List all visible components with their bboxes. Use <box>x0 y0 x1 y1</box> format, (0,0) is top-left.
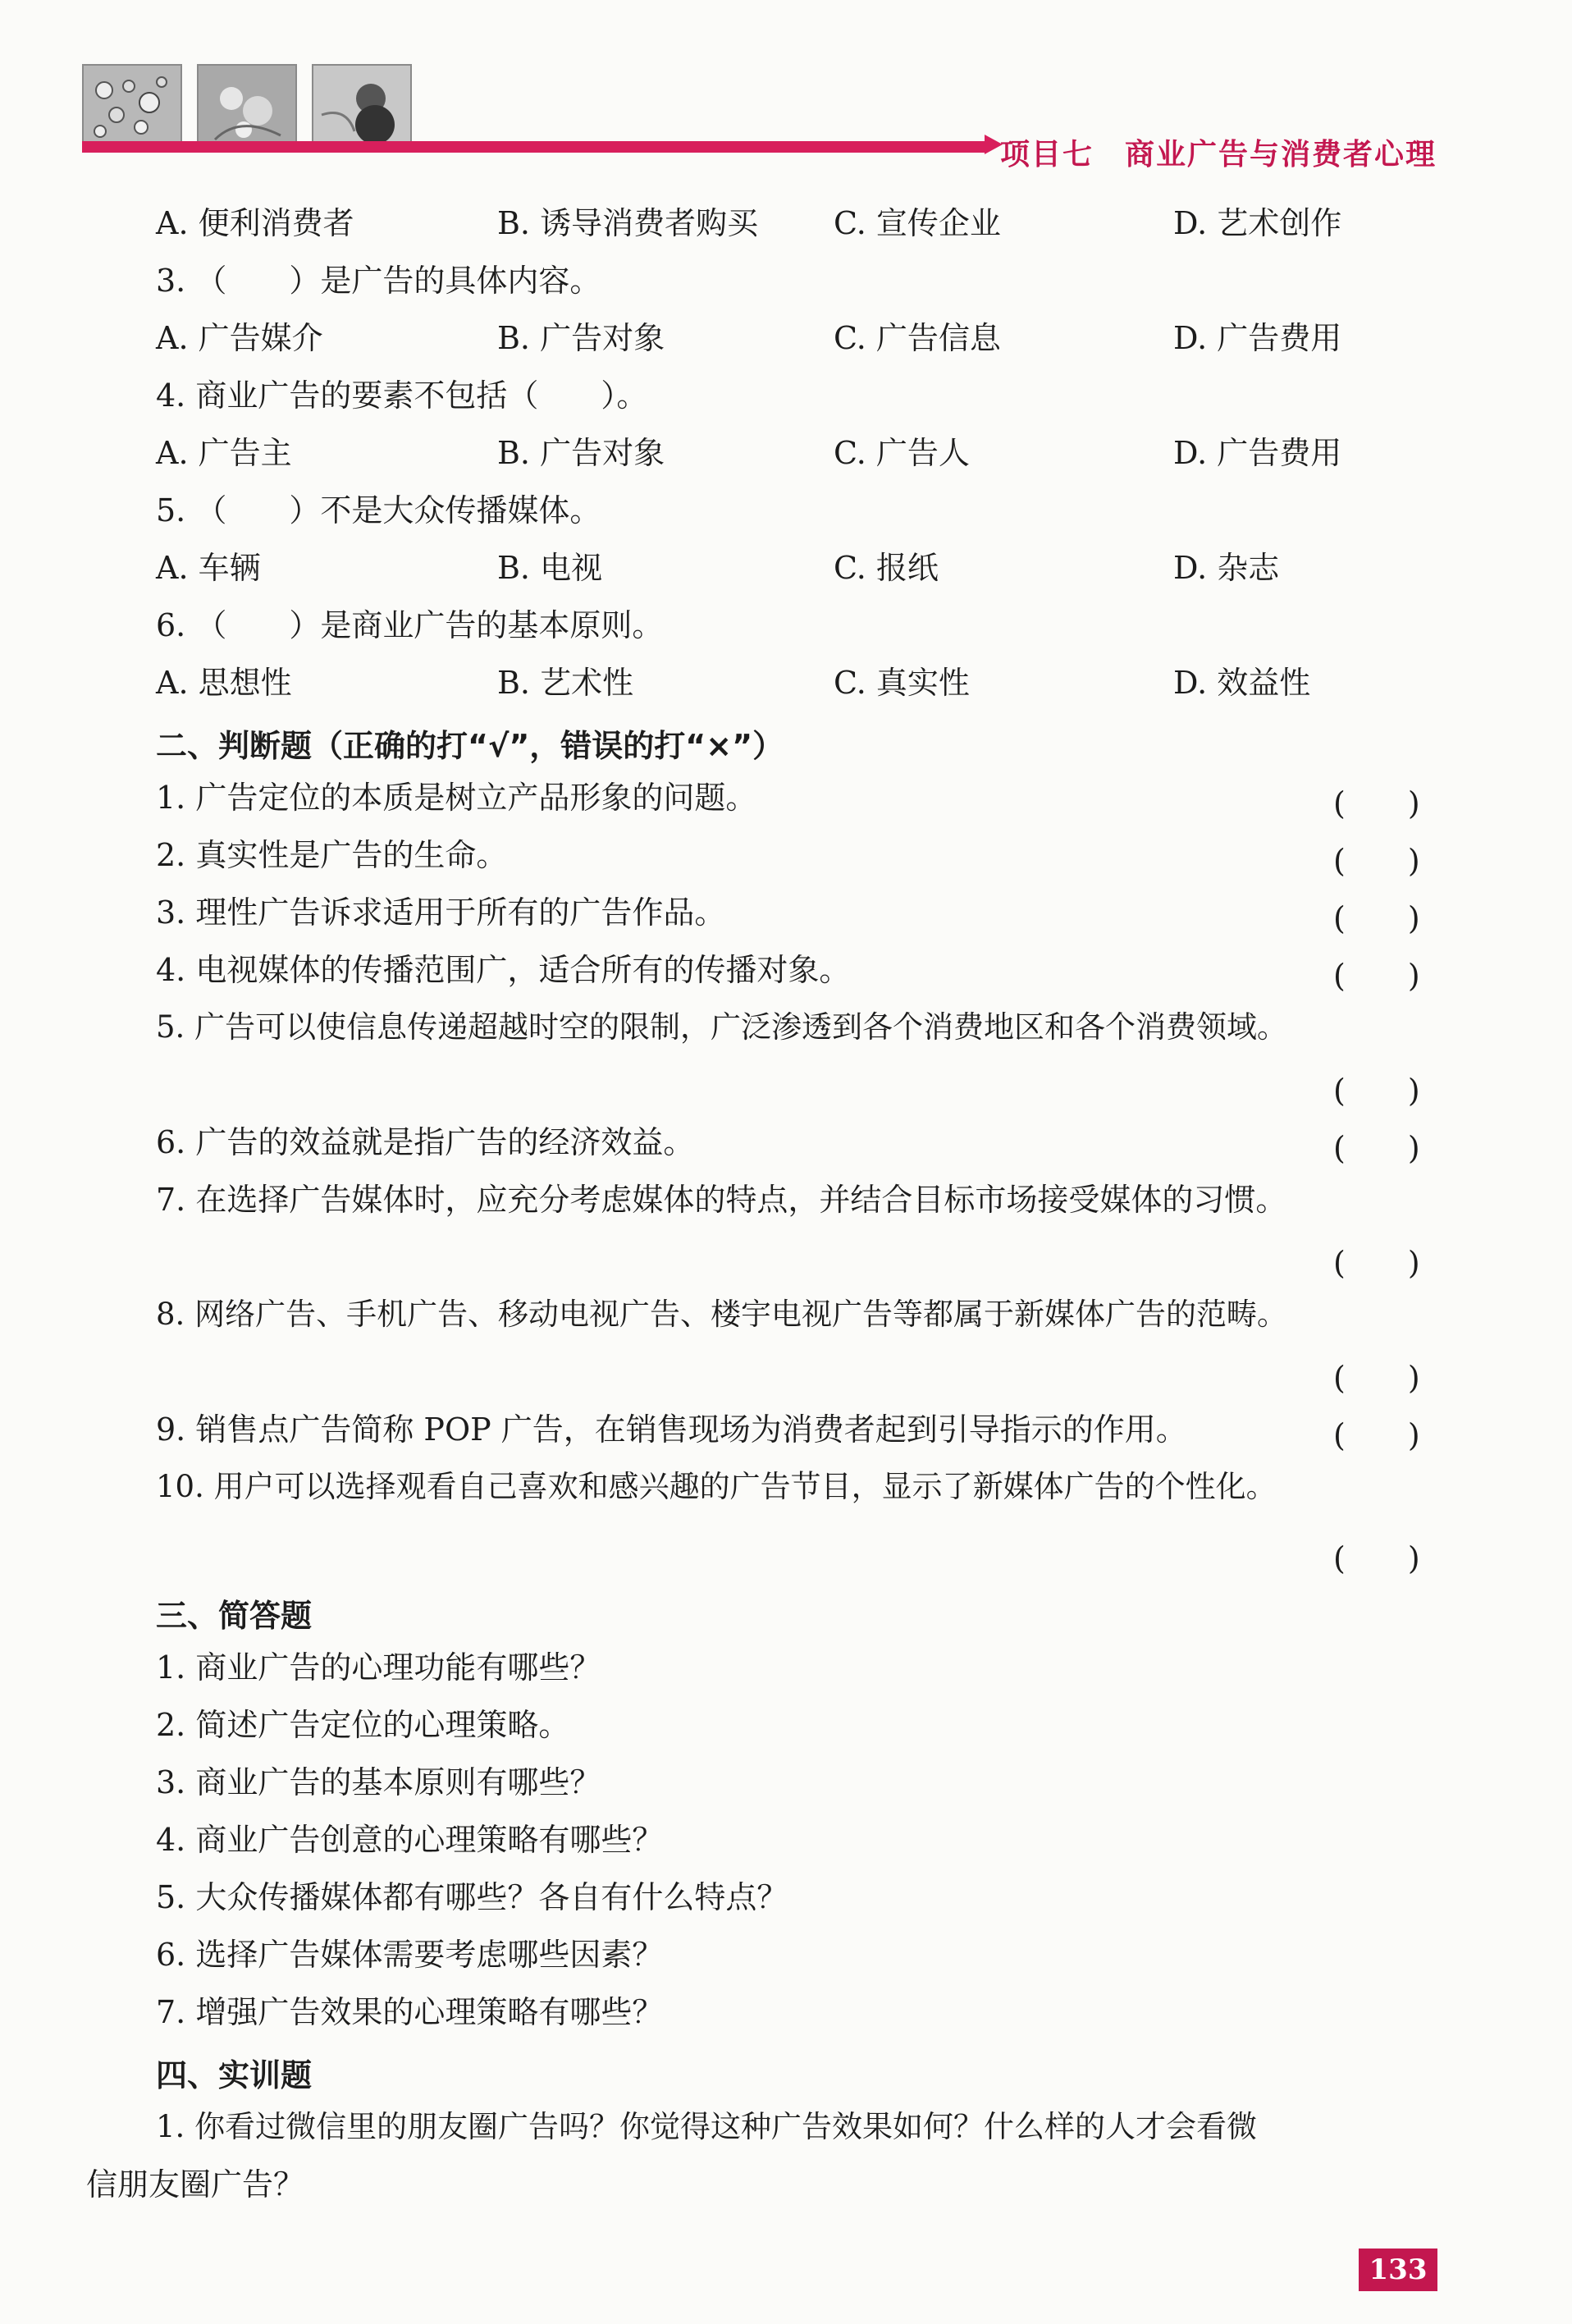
tf-paren-3: ( ) <box>1333 900 1420 936</box>
header-image-1 <box>82 64 182 149</box>
short-answer-1: 1. 商业广告的心理功能有哪些？ <box>156 1649 601 1686</box>
short-answer-2: 2. 简述广告定位的心理策略。 <box>156 1707 570 1743</box>
q6-text: 6. （ ）是商业广告的基本原则。 <box>156 607 664 643</box>
section3-heading: 三、简答题 <box>156 1598 313 1634</box>
tf-paren-1: ( ) <box>1333 785 1420 821</box>
q5-option-d: D. 杂志 <box>1173 550 1280 586</box>
short-answer-6: 6. 选择广告媒体需要考虑哪些因素？ <box>156 1937 664 1973</box>
q6-option-b: B. 艺术性 <box>497 665 634 701</box>
q4-option-a: A. 广告主 <box>156 435 292 471</box>
q2-option-d: D. 艺术创作 <box>1173 205 1342 241</box>
short-answer-7: 7. 增强广告效果的心理策略有哪些？ <box>156 1994 664 2030</box>
tf-item-4: 4. 电视媒体的传播范围广，适合所有的传播对象。 <box>156 952 851 988</box>
q5-option-c: C. 报纸 <box>834 550 939 586</box>
flower-illustration <box>199 66 295 148</box>
short-answer-4: 4. 商业广告创意的心理策略有哪些？ <box>156 1822 664 1858</box>
tf-item-8: 8. 网络广告、手机广告、移动电视广告、楼宇电视广告等都属于新媒体广告的范畴。 <box>156 1297 1288 1332</box>
practice-item-1-line1: 1. 你看过微信里的朋友圈广告吗？你觉得这种广告效果如何？什么样的人才会看微 <box>156 2109 1258 2144</box>
tf-paren-4: ( ) <box>1333 958 1420 994</box>
section4-heading: 四、实训题 <box>156 2057 313 2093</box>
tf-item-1: 1. 广告定位的本质是树立产品形象的问题。 <box>156 780 757 816</box>
q6-option-a: A. 思想性 <box>156 665 292 701</box>
tf-paren-2: ( ) <box>1333 843 1420 879</box>
q4-option-c: C. 广告人 <box>834 435 970 471</box>
q3-option-d: D. 广告费用 <box>1173 320 1342 356</box>
tf-item-5: 5. 广告可以使信息传递超越时空的限制，广泛渗透到各个消费地区和各个消费领域。 <box>156 1009 1288 1045</box>
q5-option-b: B. 电视 <box>497 550 603 586</box>
tf-paren-9: ( ) <box>1333 1417 1420 1453</box>
header-image-2 <box>197 64 297 149</box>
q3-text: 3. （ ）是广告的具体内容。 <box>156 263 601 299</box>
q3-option-b: B. 广告对象 <box>497 320 665 356</box>
tf-item-3: 3. 理性广告诉求适用于所有的广告作品。 <box>156 894 726 931</box>
q3-option-c: C. 广告信息 <box>834 320 1001 356</box>
short-answer-3: 3. 商业广告的基本原则有哪些？ <box>156 1764 601 1800</box>
chapter-title: 项目七 商业广告与消费者心理 <box>999 138 1437 172</box>
header-image-3 <box>312 64 412 149</box>
q4-option-b: B. 广告对象 <box>497 435 665 471</box>
section2-heading: 二、判断题（正确的打“√”，错误的打“×”） <box>156 728 784 764</box>
tf-paren-8: ( ) <box>1333 1360 1420 1396</box>
q4-text: 4. 商业广告的要素不包括（ ）。 <box>156 377 648 414</box>
q2-option-b: B. 诱导消费者购买 <box>497 205 759 241</box>
tf-item-6: 6. 广告的效益就是指广告的经济效益。 <box>156 1124 695 1160</box>
q4-option-d: D. 广告费用 <box>1173 435 1342 471</box>
page-number: 133 <box>1359 2249 1437 2291</box>
tf-item-10: 10. 用户可以选择观看自己喜欢和感兴趣的广告节目，显示了新媒体广告的个性化。 <box>156 1469 1277 1504</box>
q3-option-a: A. 广告媒介 <box>156 320 323 356</box>
tf-item-7: 7. 在选择广告媒体时，应充分考虑媒体的特点，并结合目标市场接受媒体的习惯。 <box>156 1182 1287 1218</box>
tf-paren-5: ( ) <box>1333 1073 1420 1109</box>
q6-option-c: C. 真实性 <box>834 665 970 701</box>
q5-text: 5. （ ）不是大众传播媒体。 <box>156 492 601 528</box>
q5-option-a: A. 车辆 <box>156 550 261 586</box>
tf-paren-10: ( ) <box>1333 1540 1420 1576</box>
gourd-illustration <box>313 66 410 148</box>
short-answer-5: 5. 大众传播媒体都有哪些？各自有什么特点？ <box>156 1879 788 1915</box>
tf-item-9: 9. 销售点广告简称 POP 广告，在销售现场为消费者起到引导指示的作用。 <box>156 1411 1187 1448</box>
practice-item-1-line2: 信朋友圈广告？ <box>86 2166 305 2203</box>
header-rule <box>82 141 985 153</box>
q2-option-c: C. 宣传企业 <box>834 205 1001 241</box>
bubbles-illustration <box>84 66 181 148</box>
q2-option-a: A. 便利消费者 <box>156 205 354 241</box>
tf-paren-7: ( ) <box>1333 1245 1420 1281</box>
tf-paren-6: ( ) <box>1333 1130 1420 1166</box>
q6-option-d: D. 效益性 <box>1173 665 1311 701</box>
tf-item-2: 2. 真实性是广告的生命。 <box>156 837 508 873</box>
